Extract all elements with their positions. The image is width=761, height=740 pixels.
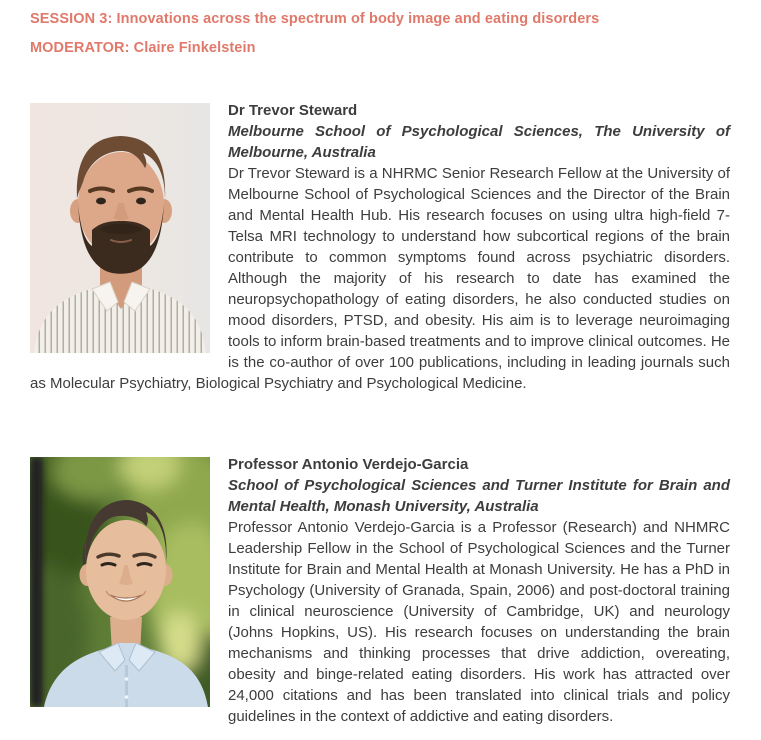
speaker-bio: Dr Trevor Steward is a NHRMC Senior Research Fellow at the University of Melbourne School of Psychological Sciences and the Director of the Brain and Mental Health Hub. His research focuses on using ultra high-field 7-Telsa MRI technology to understand how subcortical regions of the brain contribute to common symptoms found across psychiatric disorders. Although the majority of his research to date has examined the neuropsychopathology of eating disorders, he also conducted studies on mood disorders, PTSD, and obesity. His aim is to leverage neuroimaging tools to inform brain-based treatments and to improve clinical outcomes. He is the co-author of over 100 publications, including in leading journals such as Molecular Psychiatry, Biological Psychiatry and Psychological Medicine. [30,165,730,392]
session-header [30,9,730,58]
speaker-affiliation: School of Psychological Sciences and Turner Institute for Brain and Mental Health, Monash University, Australia [228,477,730,515]
speaker-bio: Professor Antonio Verdejo-Garcia is a Professor (Research) and NHMRC Leadership Fellow in the School of Psychological Sciences and the Turner Institute for Brain and Mental Health at Monash University. He has a PhD in Psychology (University of Granada, Spain, 2006) and post-doctoral training in clinical neuroscience (University of Cambridge, UK) and neurology (Johns Hopkins, US). His research focuses on understanding the brain mechanisms and thinking processes that drive addiction, overeating, obesity and binge-related eating disorders. His work has attracted over 24,000 citations and has been translated into clinical trials and policy guidelines in the context of addictive and eating disorders. [228,519,730,725]
speaker-photo-trevor-steward [30,103,210,353]
speaker-name: Professor Antonio Verdejo-Garcia [228,456,469,473]
speaker-photo-antonio-verdejo-garcia [30,457,210,707]
speaker-affiliation: Melbourne School of Psychological Sciences, The University of Melbourne, Australia [228,123,730,161]
speaker-name: Dr Trevor Steward [228,102,358,119]
session-title: SESSION 3: Innovations across the spectrum of body image and eating disorders [30,11,600,27]
speaker-card-trevor-steward [30,100,730,394]
speaker-card-antonio-verdejo-garcia [30,454,730,727]
moderator-line: MODERATOR: Claire Finkelstein [30,40,256,56]
